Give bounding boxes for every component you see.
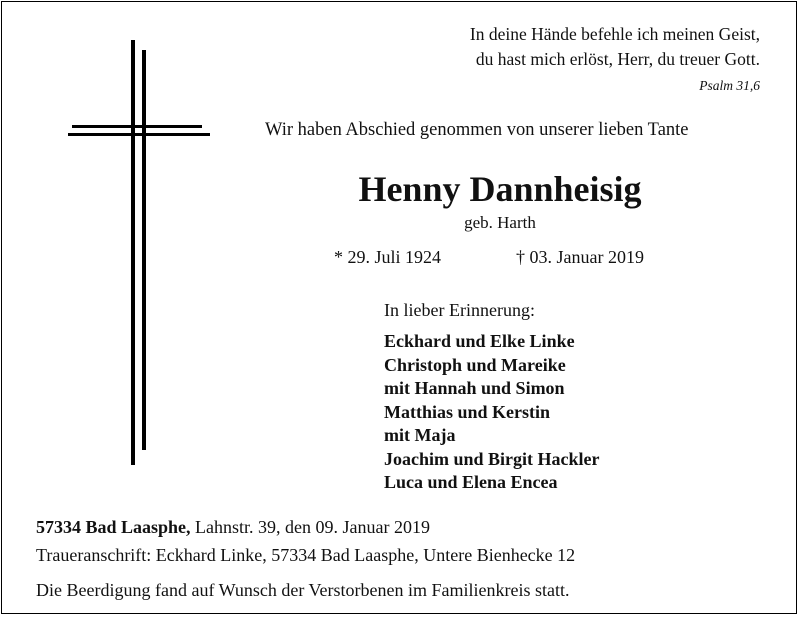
mourning-address: Traueranschrift: Eckhard Linke, 57334 Bad Laasphe, Untere Bienhecke 12 — [36, 545, 576, 565]
place-name: 57334 Bad Laasphe, — [36, 517, 191, 537]
cross-horizontal-bottom — [68, 133, 210, 136]
obituary-frame — [1, 1, 797, 614]
mourner-line: Matthias und Kerstin — [384, 401, 551, 422]
maiden-name: geb. Harth — [464, 213, 536, 232]
bible-verse — [470, 22, 760, 72]
verse-line: In deine Hände befehle ich meinen Geist, — [469, 24, 760, 44]
cross-vertical-left — [131, 40, 135, 465]
cross-vertical-right — [142, 50, 146, 450]
place-date-line — [36, 517, 430, 538]
death-date: † 03. Januar 2019 — [516, 247, 644, 267]
cross-horizontal-top — [72, 125, 202, 128]
mourner-line: Christoph und Mareike — [384, 354, 566, 375]
mourner-line: Joachim und Birgit Hackler — [384, 448, 600, 469]
mourner-line: mit Hannah und Simon — [384, 378, 565, 398]
verse-reference: Psalm 31,6 — [699, 78, 760, 93]
mourners-list — [384, 330, 600, 495]
deceased-name: Henny Dannheisig — [358, 169, 642, 209]
mourner-line: Eckhard und Elke Linke — [384, 331, 575, 351]
street-date: Lahnstr. 39, den 09. Januar 2019 — [190, 517, 431, 537]
memory-label: In lieber Erinnerung: — [384, 300, 535, 320]
mourner-line: Luca und Elena Encea — [384, 472, 558, 492]
birth-date: * 29. Juli 1924 — [334, 247, 442, 267]
intro-text: Wir haben Abschied genommen von unserer lieben Tante — [265, 120, 689, 140]
funeral-note: Die Beerdigung fand auf Wunsch der Verstorbenen im Familienkreis statt. — [36, 580, 570, 600]
mourner-line: mit Maja — [384, 425, 456, 445]
verse-line: du hast mich erlöst, Herr, du treuer Gott. — [475, 49, 760, 69]
